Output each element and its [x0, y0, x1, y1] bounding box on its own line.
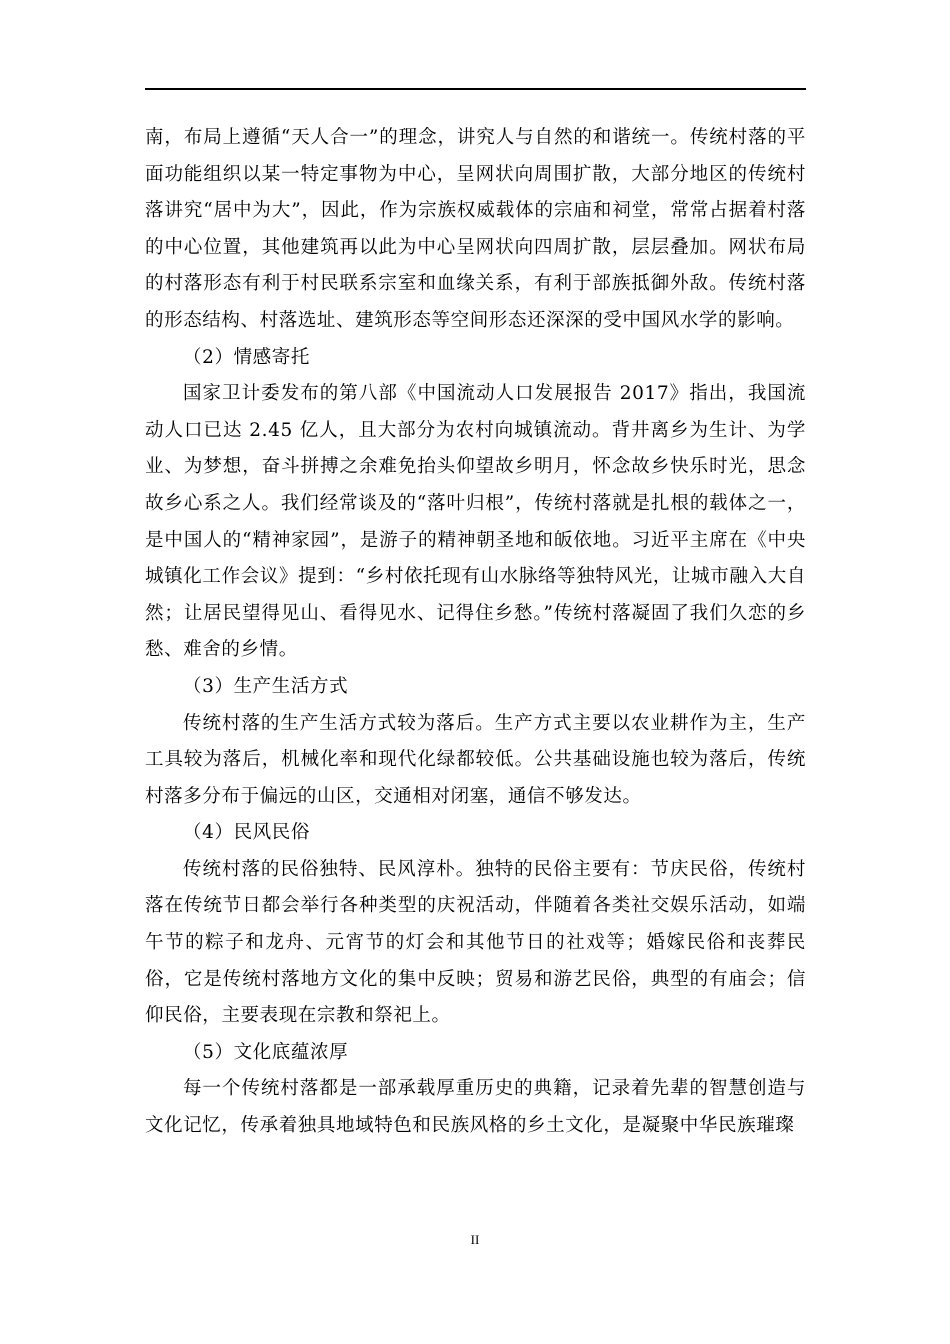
paragraph-folk-customs: 传统村落的民俗独特、民风淳朴。独特的民俗主要有：节庆民俗，传统村落在传统节日都会举行各种类型的庆祝活动，伴随着各类社交娱乐活动，如端午节的粽子和龙舟、元宵节的灯会和其他节日的社戏等；婚嫁民俗和丧葬民俗，它是传统村落地方文化的集中反映；贸易和游艺民俗，典型的有庙会；信仰民俗，主要表现在宗教和祭祀上。: [145, 858, 806, 1027]
page-body: [145, 120, 806, 1145]
section-heading-production-lifestyle: （3）生产生活方式: [183, 675, 349, 697]
paragraph-layout: 南，布局上遵循“天人合一”的理念，讲究人与自然的和谐统一。传统村落的平面功能组织以某一特定事物为中心，呈网状向周围扩散，大部分地区的传统村落讲究“居中为大”，因此，作为宗族权威载体的宗庙和祠堂，常常占据着村落的中心位置，其他建筑再以此为中心呈网状向四周扩散，层层叠加。网状布局的村落形态有利于村民联系宗室和血缘关系，有利于部族抵御外敌。传统村落的形态结构、村落选址、建筑形态等空间形态还深深的受中国风水学的影响。: [145, 127, 806, 331]
header-rule: [145, 88, 806, 90]
paragraph-emotional-sustenance: 国家卫计委发布的第八部《中国流动人口发展报告 2017》指出，我国流动人口已达 2.45 亿人，且大部分为农村向城镇流动。背井离乡为生计、为学业、为梦想，奋斗拼搏之余难免抬头仰望故乡明月，怀念故乡快乐时光，思念故乡心系之人。我们经常谈及的“落叶归根”，传统村落就是扎根的载体之一，是中国人的“精神家园”，是游子的精神朝圣地和皈依地。习近平主席在《中央城镇化工作会议》提到：“乡村依托现有山水脉络等独特风光，让城市融入大自然；让居民望得见山、看得见水、记得住乡愁。”传统村落凝固了我们久恋的乡愁、难舍的乡情。: [145, 383, 806, 661]
page-number: II: [470, 1232, 480, 1247]
paragraph-cultural-heritage: 每一个传统村落都是一部承载厚重历史的典籍，记录着先辈的智慧创造与文化记忆，传承着独具地域特色和民族风格的乡土文化，是凝聚中华民族璀璨: [145, 1078, 806, 1137]
section-heading-emotional-sustenance: （2）情感寄托: [183, 346, 310, 368]
section-heading-folk-customs: （4）民风民俗: [183, 822, 310, 844]
section-heading-cultural-heritage: （5）文化底蕴浓厚: [183, 1041, 349, 1063]
paragraph-production-lifestyle: 传统村落的生产生活方式较为落后。生产方式主要以农业耕作为主，生产工具较为落后，机械化率和现代化绿都较低。公共基础设施也较为落后，传统村落多分布于偏远的山区，交通相对闭塞，通信不够发达。: [145, 712, 806, 807]
